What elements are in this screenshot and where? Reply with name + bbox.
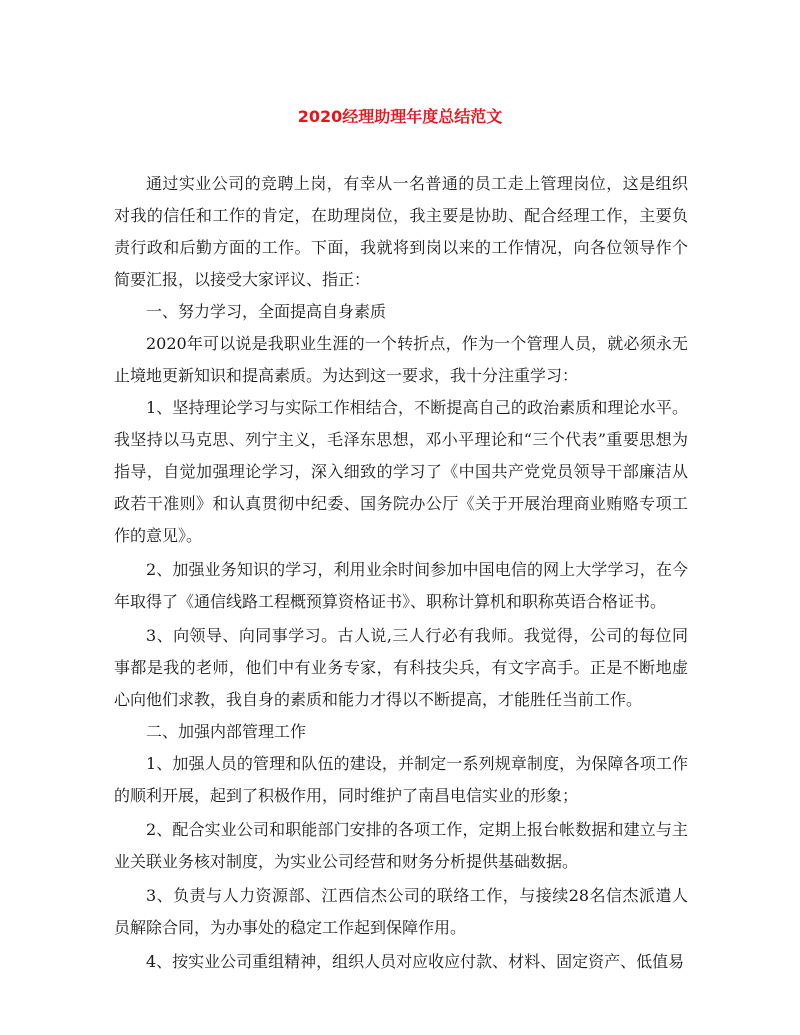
section-heading-study: 一、努力学习，全面提高自身素质 (146, 302, 387, 321)
paragraph-management-item-4: 4、按实业公司重组精神，组织人员对应收应付款、材料、固定资产、低值易 (146, 952, 685, 971)
paragraph-management-item-1: 1、加强人员的管理和队伍的建设，并制定一系列规章制度，为保障各项工作的顺利开展，起到了积极作用，同时维护了南昌电信实业的形象； (114, 754, 688, 805)
paragraph-study-item-1: 1、坚持理论学习与实际工作相结合，不断提高自己的政治素质和理论水平。我坚持以马克思、列宁主义，毛泽东思想，邓小平理论和“三个代表”重要思想为指导，自觉加强理论学习，深入细致的学习了《中国共产党党员领导干部廉洁从政若干准则》和认真贯彻中纪委、国务院办公厅《关于开展治理商业贿赂专项工作的意见》。 (114, 398, 688, 545)
document-title: 2020经理助理年度总结范文 (297, 107, 503, 126)
document-body (114, 168, 688, 978)
paragraph-management-item-3: 3、负责与人力资源部、江西信杰公司的联络工作，与接续28名信杰派遣人员解除合同，为办事处的稳定工作起到保障作用。 (114, 886, 688, 937)
paragraph-management-item-2: 2、配合实业公司和职能部门安排的各项工作，定期上报台帐数据和建立与主业关联业务核对制度，为实业公司经营和财务分析提供基础数据。 (114, 820, 688, 871)
section-heading-management: 二、加强内部管理工作 (146, 722, 307, 741)
paragraph-study-overview: 2020年可以说是我职业生涯的一个转折点，作为一个管理人员，就必须永无止境地更新知识和提高素质。为达到这一要求，我十分注重学习： (114, 334, 688, 385)
paragraph-study-item-3: 3、向领导、向同事学习。古人说,三人行必有我师。我觉得，公司的每位同事都是我的老师，他们中有业务专家，有科技尖兵，有文字高手。正是不断地虚心向他们求教，我自身的素质和能力才得以不断提高，才能胜任当前工作。 (114, 626, 688, 709)
paragraph-study-item-2: 2、加强业务知识的学习，利用业余时间参加中国电信的网上大学学习，在今年取得了《通信线路工程概预算资格证书》、职称计算机和职称英语合格证书。 (114, 560, 688, 611)
paragraph-intro: 通过实业公司的竞聘上岗，有幸从一名普通的员工走上管理岗位，这是组织对我的信任和工作的肯定，在助理岗位，我主要是协助、配合经理工作，主要负责行政和后勤方面的工作。下面，我就将到岗以来的工作情况，向各位领导作个简要汇报，以接受大家评议、指正： (114, 174, 688, 289)
